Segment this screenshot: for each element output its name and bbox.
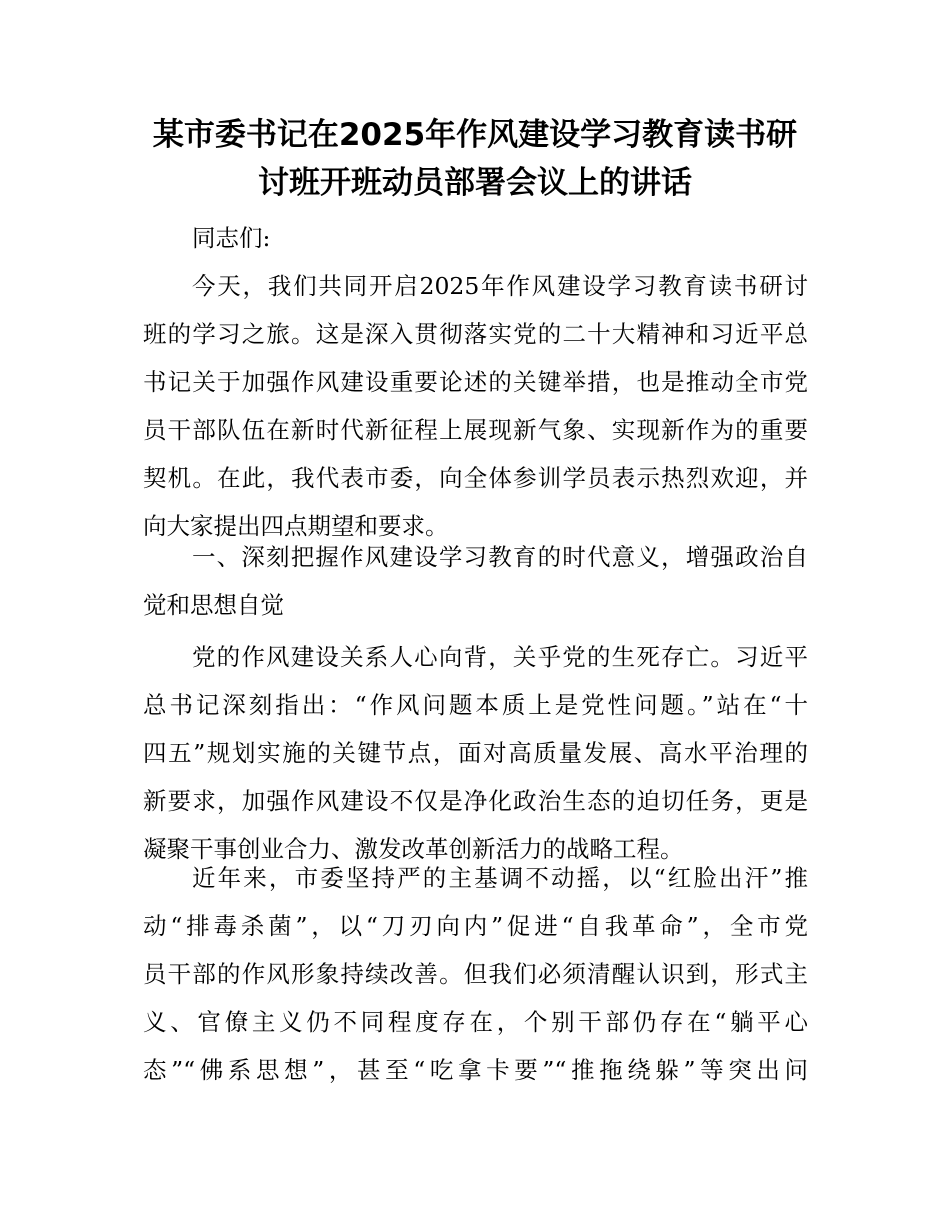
paragraph-line: 总书记深刻指出：“作风问题本质上是党性问题。”站在“十: [143, 691, 808, 719]
document-title-line-2: 讨班开班动员部署会议上的讲话: [258, 165, 692, 201]
paragraph-opening: [143, 262, 808, 550]
section-heading-one: [143, 533, 808, 629]
paragraph-line: 今天，我们共同开启2025年作风建设学习教育读书研讨: [192, 272, 808, 300]
paragraph-line: 契机。在此，我代表市委，向全体参训学员表示热烈欢迎，并: [143, 464, 808, 492]
paragraph-line: 义、官僚主义仍不同程度存在，个别干部仍存在“躺平心: [143, 1008, 808, 1036]
paragraph-line: 书记关于加强作风建设重要论述的关键举措，也是推动全市党: [143, 368, 808, 396]
paragraph-line: 态”“佛系思想”，甚至“吃拿卡要”“推拖绕躲”等突出问: [143, 1056, 808, 1084]
paragraph-line: 凝聚干事创业合力、激发改革创新活力的战略工程。: [143, 835, 684, 863]
paragraph-line: 向大家提出四点期望和要求。: [143, 512, 449, 540]
paragraph-line: 动“排毒杀菌”，以“刀刃向内”促进“自我革命”，全市党: [143, 912, 808, 940]
paragraph-line: 党的作风建设关系人心向背，关乎党的生死存亡。习近平: [192, 643, 808, 671]
document-title-line-1: 某市委书记在2025年作风建设学习教育读书研: [152, 117, 798, 153]
salutation: 同志们:: [192, 224, 271, 252]
paragraph-line: 员干部队伍在新时代新征程上展现新气象、实现新作为的重要: [143, 416, 808, 444]
paragraph-line: 近年来，市委坚持严的主基调不动摇，以“红脸出汗”推: [192, 864, 808, 892]
paragraph-significance: [143, 633, 808, 873]
paragraph-line: 一、深刻把握作风建设学习教育的时代意义，增强政治自: [192, 543, 808, 571]
paragraph-line: 新要求，加强作风建设不仅是净化政治生态的迫切任务，更是: [143, 787, 808, 815]
paragraph-recent-years: [143, 854, 808, 1094]
paragraph-line: 员干部的作风形象持续改善。但我们必须清醒认识到，形式主: [143, 960, 808, 988]
paragraph-line: 四五”规划实施的关键节点，面对高质量发展、高水平治理的: [143, 739, 808, 767]
paragraph-line: 觉和思想自觉: [143, 591, 284, 619]
paragraph-line: 班的学习之旅。这是深入贯彻落实党的二十大精神和习近平总: [143, 320, 808, 348]
